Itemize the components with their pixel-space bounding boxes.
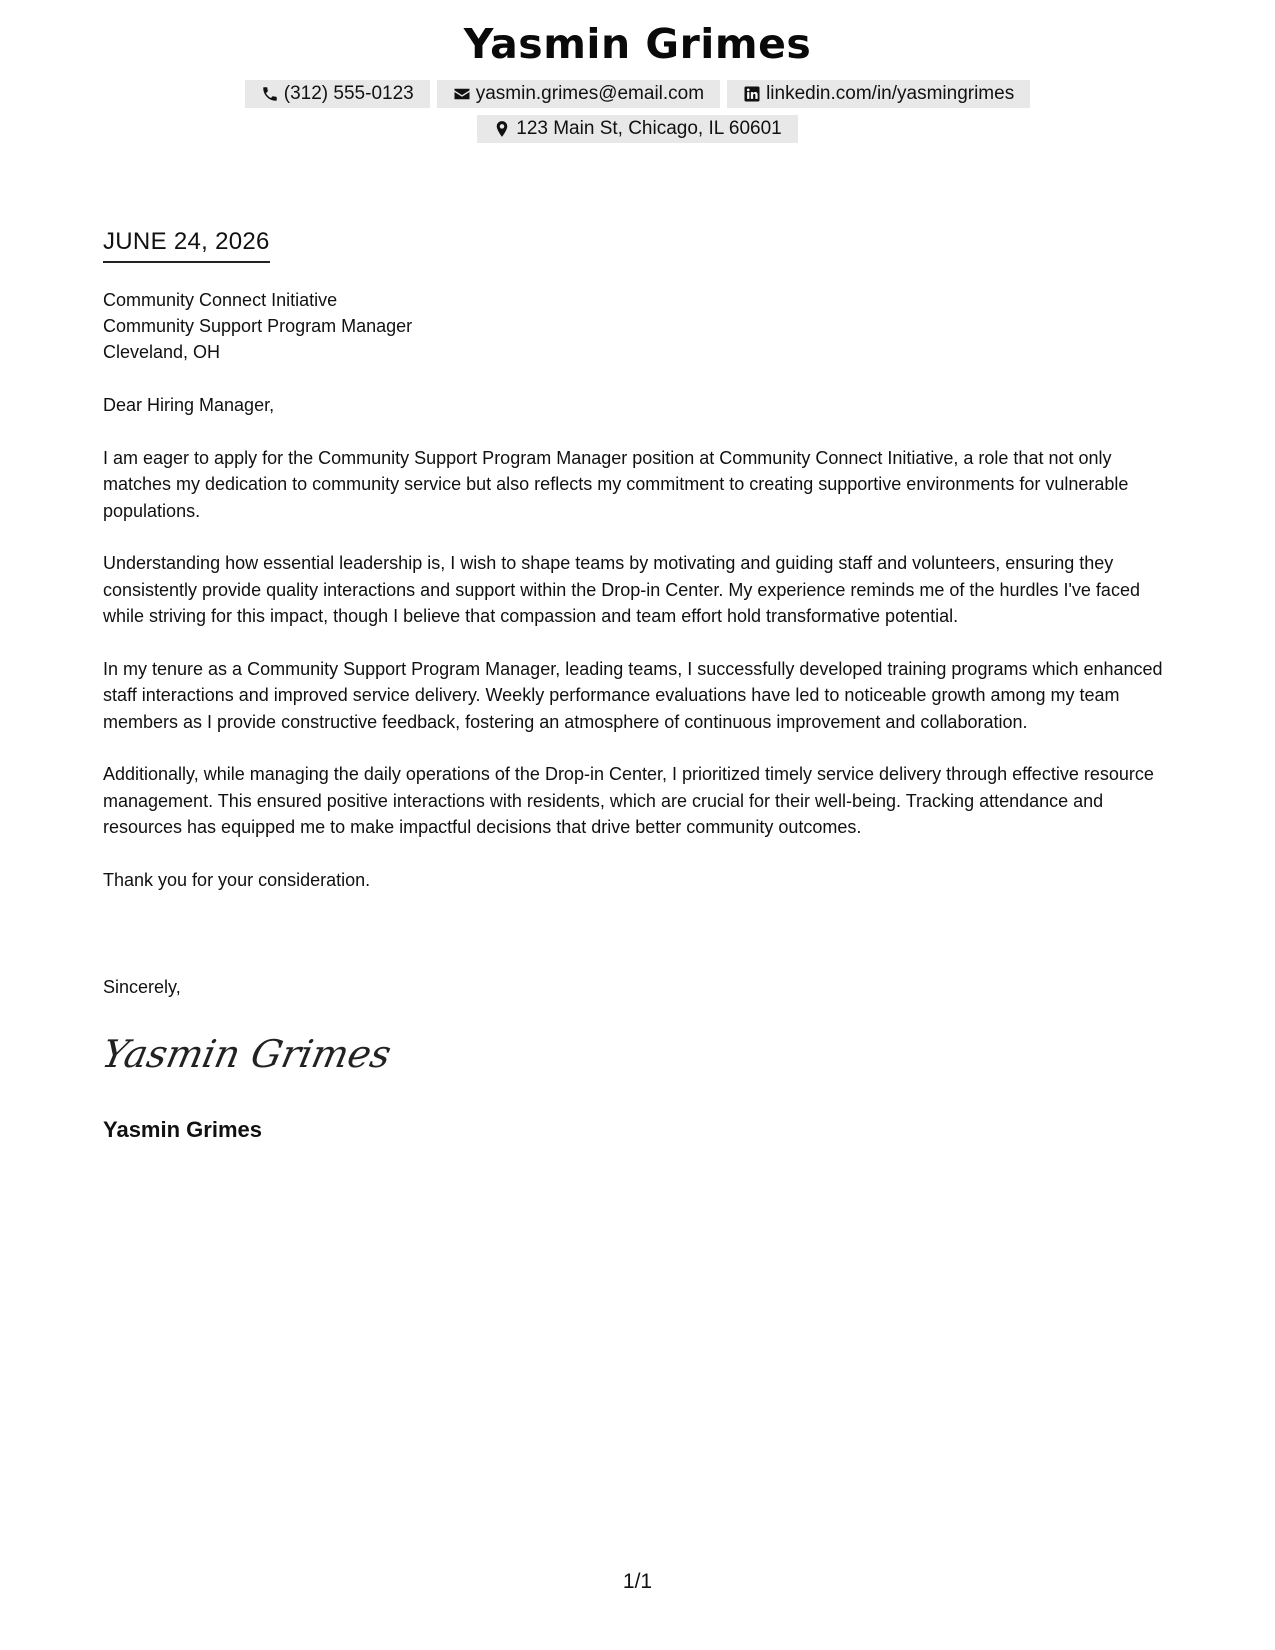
contact-linkedin[interactable] (727, 80, 1030, 108)
salutation: Dear Hiring Manager, (103, 395, 275, 415)
recipient-organization: Community Connect Initiative (103, 290, 338, 310)
contact-address (477, 115, 797, 143)
phone-icon (261, 85, 279, 103)
letter-date: JUNE 24, 2026 (103, 228, 270, 263)
contact-email[interactable] (437, 80, 720, 108)
body-paragraph: Additionally, while managing the daily operations of the Drop-in Center, I prioritized timely service delivery through effective resource management. This ensured positive interactions with residents, which are crucial for their well-being. Tracking attendance and resources has equipped me to make impactful decisions that drive better community outcomes. (103, 764, 1154, 837)
contact-row-secondary (0, 115, 1275, 143)
contact-phone-text: (312) 555-0123 (283, 83, 414, 104)
linkedin-icon (743, 85, 761, 103)
page-number: 1/1 (622, 1570, 653, 1593)
signer-name: Yasmin Grimes (103, 1117, 262, 1142)
closing-line: Sincerely, (103, 977, 181, 997)
body-paragraph: Understanding how essential leadership is, I wish to shape teams by motivating and guiding staff and volunteers, ensuring they consistently provide quality interactions and support within the Drop-in Center. My experience reminds me of the hurdles I've faced while striving for this impact, though I believe that compassion and team effort hold transformative potential. (103, 553, 1140, 626)
recipient-block (103, 287, 412, 365)
contact-linkedin-text: linkedin.com/in/yasmingrimes (766, 83, 1015, 104)
recipient-location: Cleveland, OH (103, 342, 221, 362)
body-paragraph: I am eager to apply for the Community Support Program Manager position at Community Connect Initiative, a role that not only matches my dedication to community service but also reflects my commitment to creating supportive environments for vulnerable populations. (103, 447, 1129, 521)
envelope-icon (453, 85, 471, 103)
contact-email-text: yasmin.grimes@email.com (475, 83, 705, 104)
contact-row-primary (0, 80, 1275, 108)
location-pin-icon (493, 120, 511, 138)
handwritten-signature (97, 1025, 396, 1085)
svg-text:Yasmin Grimes: Yasmin Grimes (97, 1032, 396, 1077)
applicant-name: Yasmin Grimes (463, 20, 812, 68)
thanks-line: Thank you for your consideration. (103, 869, 371, 890)
contact-address-text: 123 Main St, Chicago, IL 60601 (516, 118, 782, 139)
recipient-position: Community Support Program Manager (103, 316, 413, 336)
body-paragraph: In my tenure as a Community Support Program Manager, leading teams, I successfully developed training programs which enhanced staff interactions and improved service delivery. Weekly performance evaluations have led to noticeable growth among my team members as I provide constructive feedback, fostering an atmosphere of continuous improvement and collaboration. (103, 658, 1163, 732)
contact-phone[interactable] (245, 80, 430, 108)
letter-body (103, 392, 1178, 919)
